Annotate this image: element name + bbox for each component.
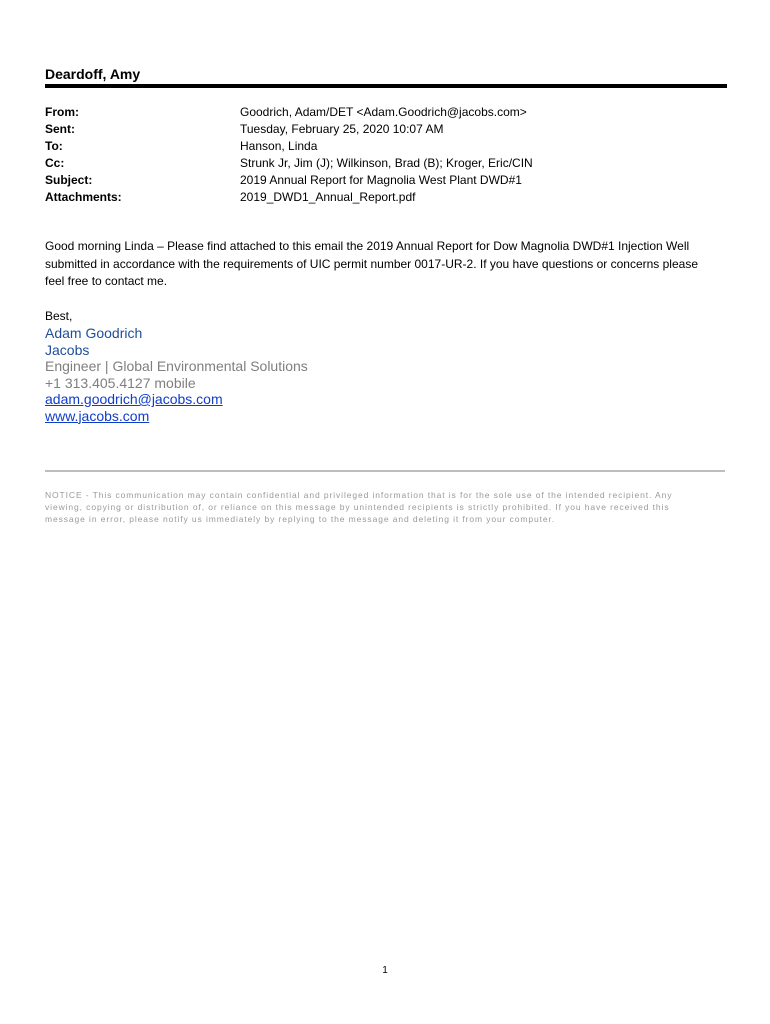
header-label-sent: Sent: — [45, 121, 75, 136]
header-label-to: To: — [45, 138, 63, 153]
header-row-to — [45, 137, 727, 154]
header-row-sent — [45, 120, 727, 137]
email-body: Good morning Linda – Please find attached to this email the 2019 Annual Report for Dow Magnolia DWD#1 Injection Well submitted in accordance with the requirements of UIC permit number 0017-UR-2. If you have questions or concerns please feel free to contact me. — [45, 239, 698, 288]
confidentiality-notice: NOTICE - This communication may contain confidential and privileged information that is for the sole use of the intended recipient. Any viewing, copying or distribution of, or reliance on this message by unintended recipients is strictly prohibited. If you have received this message in error, please notify us immediately by replying to the message and deleting it from your computer. — [45, 490, 673, 524]
email-closing: Best, — [45, 309, 73, 323]
header-row-cc — [45, 154, 727, 171]
email-header-fields — [45, 103, 727, 205]
signature-phone: +1 313.405.4127 mobile — [45, 374, 196, 391]
signature-website-link[interactable]: www.jacobs.com — [45, 407, 150, 424]
header-label-attachments: Attachments: — [45, 189, 122, 204]
header-value-to: Hanson, Linda — [240, 138, 318, 153]
mailbox-owner-name: Deardoff, Amy — [45, 66, 141, 82]
header-row-attachments — [45, 188, 727, 205]
header-row-subject — [45, 171, 727, 188]
header-value-from: Goodrich, Adam/DET <Adam.Goodrich@jacobs.com> — [240, 104, 527, 119]
notice-divider — [45, 470, 725, 472]
header-value-subject: 2019 Annual Report for Magnolia West Plant DWD#1 — [240, 172, 522, 187]
page-number: 1 — [382, 965, 388, 976]
attachment-filename: 2019_DWD1_Annual_Report.pdf — [240, 189, 416, 204]
signature-company: Jacobs — [45, 341, 90, 358]
signature-email-link[interactable]: adam.goodrich@jacobs.com — [45, 391, 223, 407]
header-row-from — [45, 103, 727, 120]
header-label-cc: Cc: — [45, 155, 65, 170]
header-value-cc: Strunk Jr, Jim (J); Wilkinson, Brad (B); Kroger, Eric/CIN — [240, 155, 533, 170]
signature-name: Adam Goodrich — [45, 325, 143, 341]
header-label-from: From: — [45, 104, 79, 119]
header-value-sent: Tuesday, February 25, 2020 10:07 AM — [240, 121, 444, 136]
header-divider — [45, 84, 727, 88]
email-signature — [45, 325, 308, 424]
signature-title: Engineer | Global Environmental Solutions — [45, 358, 308, 374]
header-label-subject: Subject: — [45, 172, 93, 187]
